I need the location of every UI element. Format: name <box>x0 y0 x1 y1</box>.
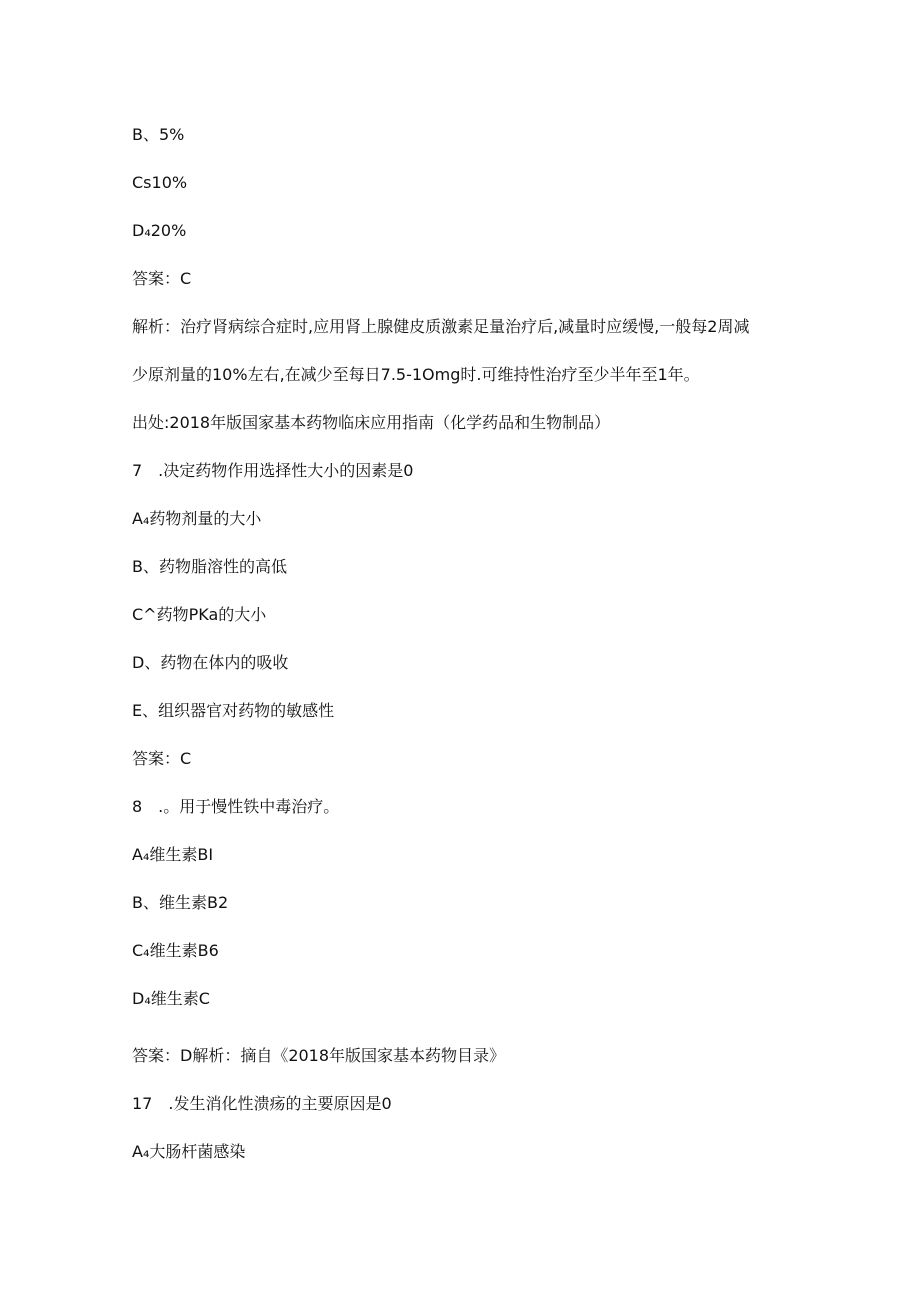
question-7-option-c: C^药物PKa的大小 <box>132 605 267 624</box>
source-line: 出处:2018年版国家基本药物临床应用指南（化学药品和生物制品） <box>132 413 611 432</box>
question-8-option-b: B、维生素B2 <box>132 893 229 912</box>
question-17-option-a: A₄大肠杆菌感染 <box>132 1142 246 1161</box>
question-7-answer: 答案：C <box>132 749 192 768</box>
question-7-line: 7 .决定药物作用选择性大小的因素是0 <box>132 461 414 480</box>
question-8-option-c: C₄维生素B6 <box>132 941 219 960</box>
question-7-option-e: E、组织器官对药物的敏感性 <box>132 701 335 720</box>
question-7-option-b: B、药物脂溶性的高低 <box>132 557 287 576</box>
question-7-option-d: D、药物在体内的吸收 <box>132 653 289 672</box>
option-d-line: D₄20% <box>132 221 187 240</box>
question-8-answer-analysis: 答案：D解析：摘自《2018年版国家基本药物目录》 <box>132 1046 506 1065</box>
question-7-option-a: A₄药物剂量的大小 <box>132 509 262 528</box>
option-b-line: B、5% <box>132 125 185 144</box>
analysis-line: 解析：治疗肾病综合症时,应用肾上腺健皮质激素足量治疗后,减量时应缓慢,一般每2周减 <box>132 317 750 336</box>
answer-line: 答案：C <box>132 269 192 288</box>
question-8-option-a: A₄维生素BI <box>132 845 214 864</box>
question-17-line: 17 .发生消化性溃疡的主要原因是0 <box>132 1094 392 1113</box>
question-8-option-d: D₄维生素C <box>132 989 210 1008</box>
analysis-continuation-line: 少原剂量的10%左右,在减少至每日7.5-1Omg时.可维持性治疗至少半年至1年。 <box>132 365 700 384</box>
option-c-line: Cs10% <box>132 173 188 192</box>
question-8-line: 8 .。用于慢性铁中毒治疗。 <box>132 797 340 816</box>
